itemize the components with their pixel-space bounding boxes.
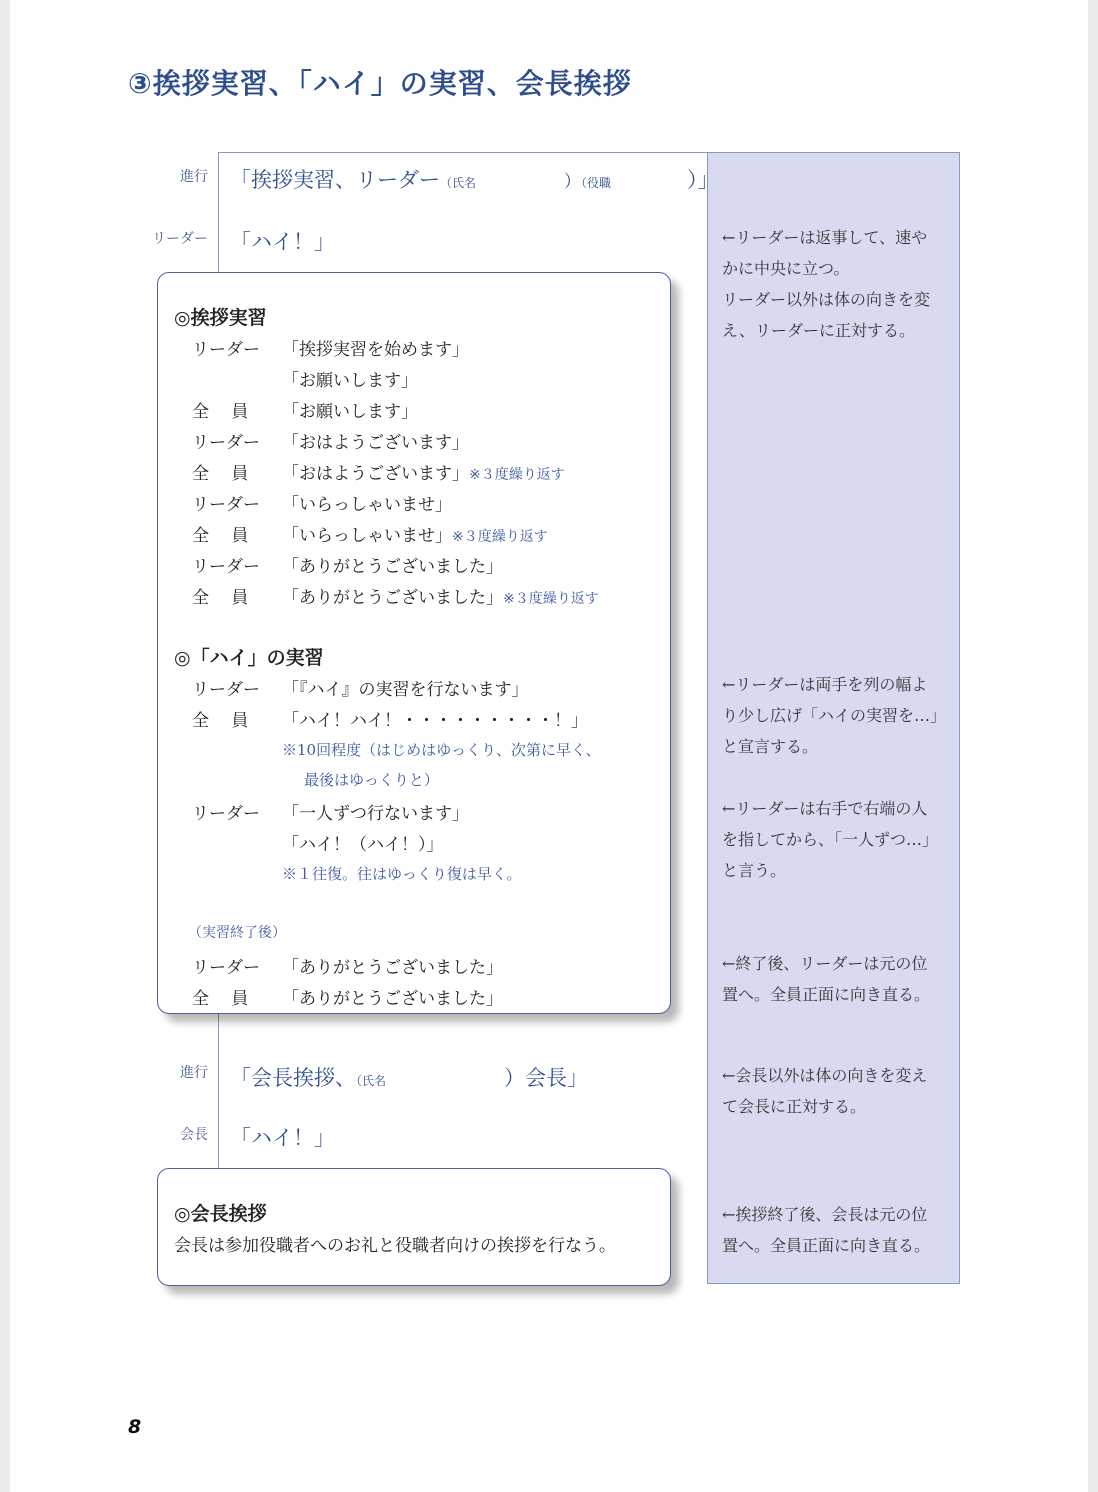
list-item: リーダー 「おはようございます」 [192,433,469,453]
remark-round-trip: ※１往復。往はゆっくり復は早く。 [282,865,522,883]
title-paren-label: （役職 [581,176,612,190]
note-one-by-one: ←リーダーは右手で右端の人 を指してから、「一人ずつ…」 と言う。 [722,799,939,880]
script-line-text: 「挨拶実習、リーダー [230,168,440,192]
role-label-president: 会長 [180,1127,208,1143]
remark-ten-times-cont: 最後はゆっくりと） [304,771,439,789]
note-after-president: ←挨拶終了後、会長は元の位 置へ。全員正面に向き直る。 [722,1205,931,1255]
president-greeting-heading: ◎会長挨拶 [174,1203,267,1225]
list-item: リーダー 「挨拶実習を始めます」 [192,340,469,360]
note-face-president: ←会長以外は体の向きを変え て会長に正対する。 [722,1066,928,1116]
list-item: リーダー 「一人ずつ行ないます」 [192,804,469,824]
list-item: 全 員 「おはようございます」※３度繰り返す [192,464,565,484]
title-paren-close: ）」 [687,168,719,192]
note-hai-start: ←リーダーは両手を列の幅よ り少し広げ「ハイの実習を…」 と宣言する。 [722,675,947,756]
role-label-progress: 進行 [180,169,208,185]
list-item: リーダー 「いらっしゃいませ」 [192,495,452,515]
greeting-practice-heading: ◎挨拶実習 [174,307,267,329]
list-item: 全 員 「お願いします」 [192,402,418,422]
note-after-practice: ←終了後、リーダーは元の位 置へ。全員正面に向き直る。 [722,954,931,1004]
list-item: 全 員 「ハイ！ハイ！・・・・・・・・・！」 [192,711,588,731]
list-item: 全 員 「ありがとうございました」 [192,989,503,1009]
role-label-progress-2: 進行 [180,1065,208,1081]
grid-top-line [218,152,708,153]
script-line-leader-reply: 「ハイ！」 [230,230,335,254]
after-practice-label: （実習終了後） [188,925,286,941]
president-greeting-text: 会長は参加役職者へのお礼と役職者向けの挨拶を行なう。 [174,1236,616,1256]
page-title: ③挨拶実習、「ハイ」の実習、会長挨拶 [128,67,632,100]
list-item: リーダー 「ありがとうございました」 [192,958,503,978]
list-item: 「お願いします」 [282,371,418,391]
script-line-leader-call [230,164,719,194]
page-number: 8 [128,1416,142,1438]
list-item: リーダー 「『ハイ』の実習を行ないます」 [192,680,529,700]
script-line-president-call: 「会長挨拶、（氏名 ）会長」 [230,1066,589,1090]
name-paren-label: （氏名 [356,1074,387,1088]
list-item: 全 員 「ありがとうございました」※３度繰り返す [192,588,599,608]
hai-practice-heading: ◎「ハイ」の実習 [174,647,324,669]
president-greeting-box [157,1168,671,1286]
remark-ten-times: ※10回程度（はじめはゆっくり、次第に早く、 [282,741,601,759]
script-line-president-reply: 「ハイ！」 [230,1126,335,1150]
name-paren-close: ） [564,172,582,192]
list-item: 全 員 「いらっしゃいませ」※３度繰り返す [192,526,548,546]
role-label-leader: リーダー [152,231,208,247]
note-leader-reply: ←リーダーは返事して、速や かに中央に立つ。 リーダー以外は体の向きを変 え、リーダーに正対する。 [722,228,931,340]
name-paren-close: ）会長」 [504,1066,589,1090]
list-item: 「ハイ！（ハイ！）」 [282,835,444,855]
list-item: リーダー 「ありがとうございました」 [192,557,503,577]
name-paren-label: （氏名 [440,176,477,190]
practice-box [157,272,671,1014]
